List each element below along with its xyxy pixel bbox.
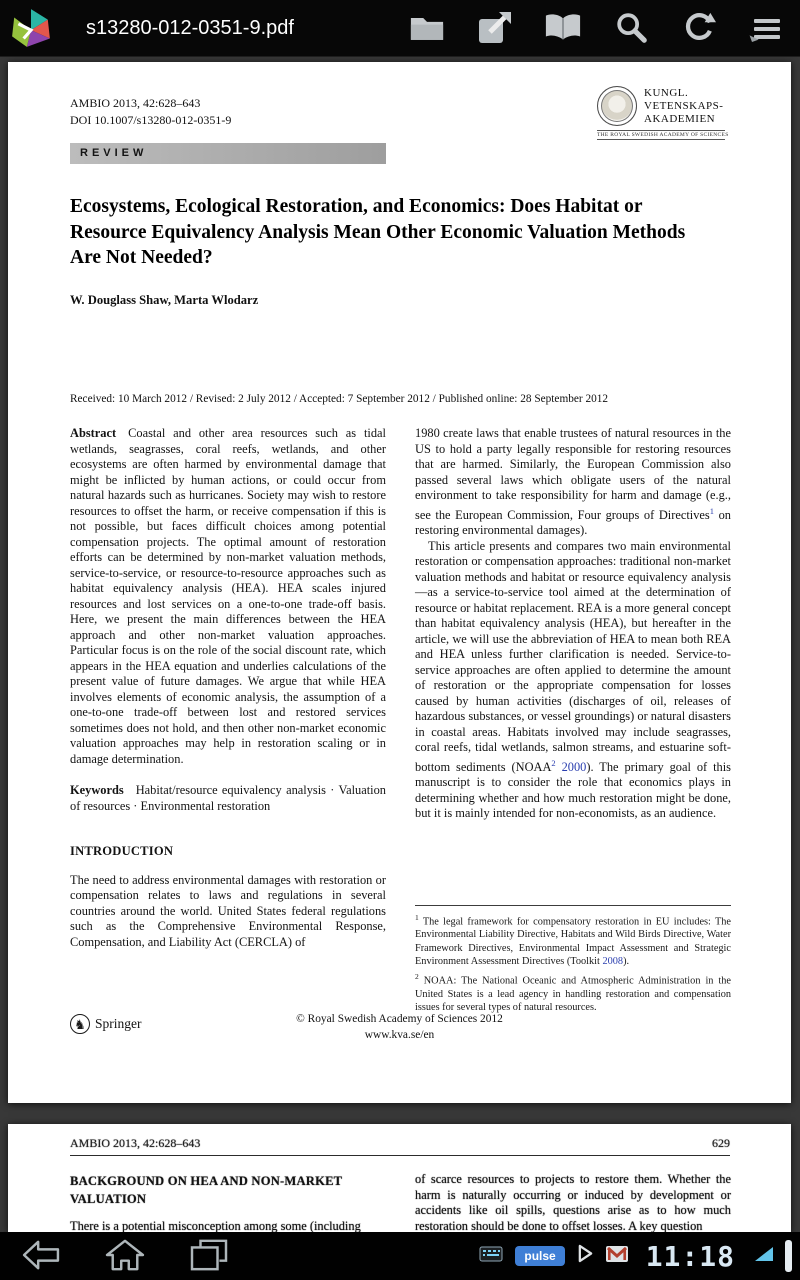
body-paragraph-2: This article presents and compares two main environmental restoration or compensation approaches: traditional non-market valuation methods and habitat or resource equivalency analysis—as a service-to-service tool aimed at the determination of resource or habitat replacement. REA is a more general concept than habitat equivalency analysis (HEA), but hereafter in the article, we will use the abbreviation of HEA to mean both REA and HEA unless further clarification is needed. Service-to-service approaches are often applied to determine the amount of restoration or the appropriate compensation for losses caused by human activities (discharges of oil, releases of hazardous substances, or vessel groundings) or natural disasters in coastal areas. Habitats involved may include seagrasses, coral reefs, tidal wetlands, salmon streams, and estuarine soft-bottom sediments (NOAA$^2$ 2000). The primary goal of this manuscript is to consider the role that economics plays in determining whether and how much restoration might be done, but it is mainly intended for non-economists, as an audience. xyxy=(415,538,731,821)
citation-block xyxy=(70,95,231,129)
page-number: 629 xyxy=(712,1136,730,1150)
back-icon xyxy=(19,1239,63,1274)
toolbar-actions xyxy=(408,0,786,57)
journal-citation: AMBIO 2013, 42:628–643 xyxy=(70,96,201,110)
search-button[interactable] xyxy=(612,9,650,49)
academy-subtitle: THE ROYAL SWEDISH ACADEMY OF SCIENCES xyxy=(597,132,729,138)
recent-apps-icon xyxy=(189,1238,229,1275)
bookmarks-button[interactable] xyxy=(544,9,582,49)
footnote-2: $^2$ NOAA: The National Oceanic and Atmospheric Administration in the United States is a lead agency in handling restoration and compensation issues for several types of natural resources. xyxy=(415,971,732,1013)
article-title: Ecosystems, Ecological Restoration, and Economics: Does Habitat or Resource Equivalency Analysis Mean Other Economic Valuation Methods Are Not Needed? xyxy=(70,196,686,268)
footnote-1: $^1$ The legal framework for compensatory restoration in EU includes: The Environmental Liability Directive, Habitats and Wild Birds Directive, Water Framework Directives, Environmental Impact Assessment and Strategic Environment Assessment Directives (Toolkit 2008). xyxy=(415,912,732,967)
folder-icon xyxy=(409,13,445,45)
history-dates: Received: 10 March 2012 / Revised: 2 July 2012 / Accepted: 7 September 2012 / Published online: 28 September 2012 xyxy=(70,393,609,405)
body-paragraph-1: 1980 create laws that enable trustees of natural resources in the US to hold a party legally responsible for restoring resources that are harmed. Similarly, the European Commission also passed several laws which obligate users of the natural environment to take responsibility for harm and damage (e.g., see the European Commission, Four groups of Directives$^1$ on restoring environmental damages). xyxy=(415,426,731,538)
gmail-icon[interactable] xyxy=(606,1246,628,1267)
system-navbar xyxy=(0,1232,800,1280)
section-heading-introduction: INTRODUCTION xyxy=(70,844,174,858)
footnote-ref-1[interactable]: 1 xyxy=(709,505,714,516)
column-left xyxy=(70,426,386,950)
springer-logo xyxy=(70,1014,142,1034)
abstract-label: Abstract xyxy=(70,426,117,440)
pdf-page-2[interactable] xyxy=(8,1124,791,1232)
academy-name-line1: KUNGL. xyxy=(644,86,689,99)
rotate-button[interactable] xyxy=(680,9,718,49)
column-right xyxy=(415,426,731,1014)
search-icon xyxy=(614,10,648,47)
copyright: © Royal Swedish Academy of Sciences 2012 xyxy=(296,1013,503,1025)
folder-button[interactable] xyxy=(408,9,446,49)
open-with-button[interactable] xyxy=(476,9,514,49)
battery-icon xyxy=(785,1240,792,1272)
open-with-icon xyxy=(477,9,513,48)
document-title: s13280-012-0351-9.pdf xyxy=(86,16,294,39)
back-button[interactable] xyxy=(18,1238,64,1274)
doi: DOI 10.1007/s13280-012-0351-9 xyxy=(70,113,232,127)
abstract-text: Coastal and other area resources such as tidal wetlands, seagrasses, coral reefs, wetlands, and other ecosystems are often harmed by environmental damage that might be inflicted by human actions, or could occur from natural hazards such as hurricanes. Society may wish to restore resources to offset the harm, or receive compensation if this is not possible, but faces difficult choices among potential compensation projects. The optimal amount of restoration efforts can be determined by non-market valuation methods, service-to-service, or resource-to-resource approaches such as habitat equivalency analysis (HEA). HEA scales injured resources and lost services on a one-to-one trade-off basis. Here, we present the main differences between the HEA approach and other non-market valuation approaches. Particular focus is on the role of the social discount rate, which appears in the HEA equation and underlies calculations of the present value of future damages. We argue that while HEA involves elements of economic analysis, the assumption of a one-to-one trade-off between lost and restored services sometimes does not hold, and then other non-market economic valuation approaches may help in restoration scaling or in damage determination. xyxy=(70,426,386,766)
citation-link-2008[interactable]: 2008 xyxy=(602,955,624,967)
pdf-viewer[interactable] xyxy=(0,57,800,1232)
keywords-paragraph xyxy=(70,783,386,814)
pulse-notification-badge[interactable]: pulse xyxy=(515,1246,564,1266)
page2-column-right xyxy=(415,1172,731,1232)
signal-icon xyxy=(755,1247,773,1266)
status-cluster xyxy=(479,1232,792,1280)
page2-right-paragraph: of scarce resources to projects to restore them. Whether the harm is naturally occurring or induced by development or accidents like oil spills, questions arise as to how much restoration should be done to offset losses. A key question xyxy=(415,1172,731,1232)
home-button[interactable] xyxy=(102,1238,148,1274)
home-icon xyxy=(104,1238,146,1275)
citation-link-2000[interactable]: 2000 xyxy=(561,759,587,774)
abstract-paragraph xyxy=(70,426,386,767)
academy-name-line2: VETENSKAPS- xyxy=(644,99,724,112)
pdf-page-1[interactable] xyxy=(8,62,791,1103)
publisher-url: www.kva.se/en xyxy=(364,1028,435,1041)
open-book-icon xyxy=(544,12,582,45)
menu-icon xyxy=(754,17,780,41)
running-header-citation: AMBIO 2013, 42:628–643 xyxy=(70,1136,201,1150)
rotate-icon xyxy=(682,10,716,47)
overflow-menu-button[interactable] xyxy=(748,9,786,49)
section-heading-background: BACKGROUND ON HEA AND NON-MARKET VALUATION xyxy=(70,1174,343,1206)
page2-left-paragraph: There is a potential misconception among some (including xyxy=(70,1219,361,1232)
topbar xyxy=(0,0,800,57)
authors: W. Douglass Shaw, Marta Wlodarz xyxy=(70,293,259,307)
footnote-ref-2[interactable]: 2 xyxy=(551,757,556,768)
running-header xyxy=(70,1136,730,1156)
app-logo-icon xyxy=(10,7,52,49)
intro-paragraph: The need to address environmental damages with restoration or compensation relates to laws and regulations in several countries around the world. United States federal regulations such as the Comprehensive Environmental Response, Compensation, and Liability Act (CERCLA) of xyxy=(70,872,386,949)
springer-horse-icon: ♞ xyxy=(70,1014,90,1034)
keywords-text: Habitat/resource equivalency analysis · Valuation of resources · Environmental restoration xyxy=(70,783,386,813)
springer-wordmark: Springer xyxy=(95,1016,142,1031)
media-play-icon[interactable] xyxy=(577,1244,594,1268)
keywords-label: Keywords xyxy=(70,783,124,797)
recent-apps-button[interactable] xyxy=(186,1238,232,1274)
clock[interactable]: 11:18 xyxy=(645,1239,735,1273)
article-type-badge: REVIEW xyxy=(70,143,386,164)
academy-logo xyxy=(597,86,729,140)
page2-column-left xyxy=(70,1172,386,1232)
footnotes xyxy=(415,905,731,1014)
academy-name-line3: AKADEMIEN xyxy=(644,112,716,125)
keyboard-status-icon[interactable] xyxy=(479,1244,503,1269)
academy-seal-icon xyxy=(597,86,637,126)
